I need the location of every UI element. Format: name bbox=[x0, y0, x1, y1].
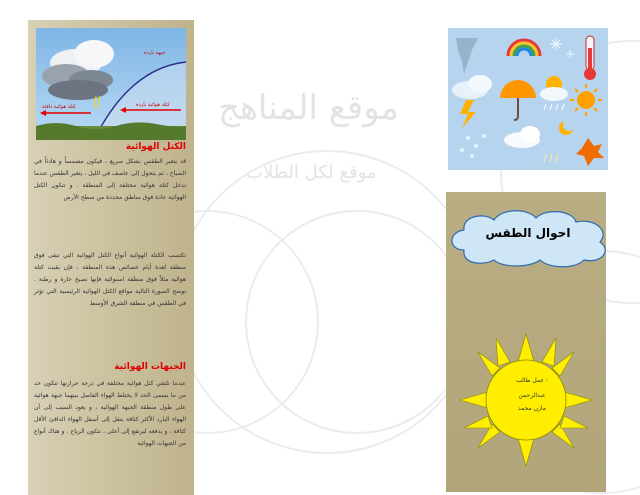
cold-front-diagram bbox=[36, 28, 186, 140]
rain-cloud-icon bbox=[540, 76, 568, 110]
sun-text-name2: مازن محمد bbox=[518, 405, 546, 412]
drops-icon bbox=[460, 134, 486, 158]
paragraph-air-fronts: عندما تلتقي كتل هوائية مختلفة في درجة حرارتها تتكون حد من ما يسمى الحد لا يختلط الهواء الفاصل بينهما جبهة هوائية على طول منطقة الجبهة الهوائية ، و يعود السبب إلى أن الهواء البارد الأكثر كثافة يتقل إلى أسفل الهواء الدافئ الأقل كثافة ، و يدفعه ليرتفع إلى أعلى ، تتكون الرياح . و هناك أنواع من الجبهات الهوائية bbox=[34, 380, 186, 447]
rainbow-icon bbox=[508, 40, 540, 56]
diagram-label-warm-mass: كتلة هوائية دافئة bbox=[42, 104, 76, 110]
sun-text-name1: عبدالرحمن bbox=[518, 392, 546, 399]
author-sun-badge bbox=[458, 332, 594, 468]
left-brochure-panel bbox=[28, 20, 194, 495]
paragraph-air-masses-2: تكتسب الكتلة الهوائية أنواع الكتل الهوائية التي تبقى فوق منطقة لعدة أيام خصائص هذه المنطقة ، فإن بقيت كتلة هوائية مثلاً فوق منطقة استوائية فإنها تصبح حارة و رطبة . توضح الصورة التالية مواقع الكتل الهوائية الرئيسية التي تؤثر في الطقس في منطقة الشرق الأوسط bbox=[34, 252, 186, 307]
rain-drops-icon bbox=[544, 154, 558, 162]
watermark-site-name: موقع المناهج bbox=[218, 88, 399, 128]
paragraph-air-masses-1: قد يتغير الطقس بشكل سريع ، فيكون مشمساً و هادئاً في الصباح ، ثم يتحول إلى عاصف في الليل ، يتغير الطقس عندما تدخل كتلة هوائية مختلفة إلى المنطقة . و تتكون الكتل الهوائية عادة فوق مناطق محددة من سطح الأرض bbox=[34, 158, 186, 201]
moon-icon bbox=[559, 119, 575, 135]
section-title-air-masses: الكتل الهوائية bbox=[125, 142, 186, 152]
thunder-cloud-icon bbox=[452, 75, 492, 128]
diagram-label-cold-front: جبهة باردة bbox=[144, 50, 166, 56]
weather-icons-card bbox=[448, 28, 608, 170]
watermark-tagline: موقع لكل الطلاب bbox=[246, 162, 377, 183]
autumn-leaf-icon bbox=[576, 138, 604, 166]
snowflake-icon bbox=[550, 38, 574, 58]
cloud-icon bbox=[504, 126, 540, 148]
thermometer-icon bbox=[584, 36, 596, 80]
umbrella-icon bbox=[500, 80, 536, 120]
tornado-icon bbox=[456, 38, 478, 74]
weather-icons-illustration bbox=[448, 28, 608, 170]
section-title-air-fronts: الجبهات الهوائية bbox=[114, 362, 186, 372]
sun-text-label: عمل طالب : bbox=[516, 377, 548, 384]
sun-icon bbox=[570, 84, 602, 116]
watermark-ring bbox=[245, 210, 469, 434]
brochure-title: احوال الطقس bbox=[485, 226, 571, 240]
diagram-label-cold-mass: كتلة هوائية باردة bbox=[136, 102, 170, 108]
